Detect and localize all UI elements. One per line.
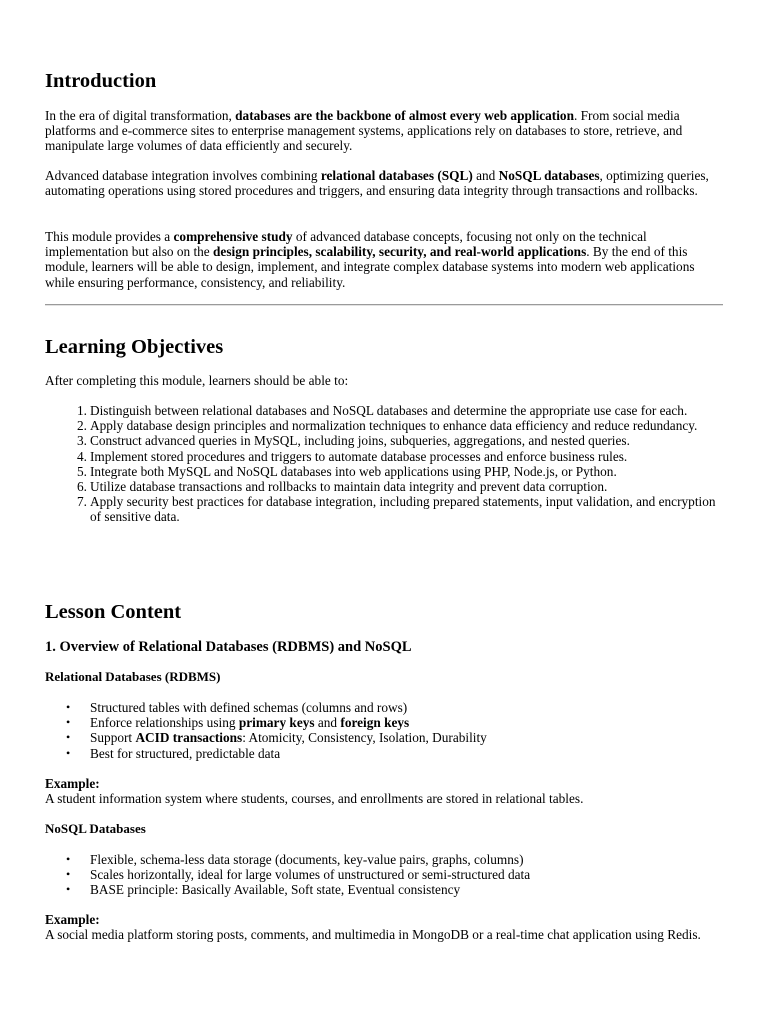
objective-text: Utilize database transactions and rollbacks to maintain data integrity and prevent data corruption. [90,479,608,495]
text-run: of advanced database concepts, focusing not only on the technical implementation but also on the [45,229,647,260]
text-run: In the era of digital transformation, [45,108,236,123]
text-run: Support [90,730,136,746]
bold-text-run: design principles, scalability, security, and real-world applications [213,244,587,260]
objective-text: Distinguish between relational databases and NoSQL databases and determine the appropriate use case for each. [90,403,688,418]
objectives-heading: Learning Objectives [45,336,224,358]
nosql-list [45,852,723,898]
text-run: and [472,168,499,183]
section-1-heading: 1. Overview of Relational Databases (RDBMS) and NoSQL [45,639,412,655]
list-item-text: Flexible, schema-less data storage (documents, key-value pairs, graphs, columns) [90,852,524,867]
objective-text: Construct advanced queries in MySQL, including joins, subqueries, aggregations, and nested queries. [90,433,630,449]
example-text: A student information system where students, courses, and enrollments are stored in relational tables. [45,791,584,807]
list-item [45,715,723,730]
intro-paragraph-2 [45,168,725,198]
intro-paragraph-3 [45,229,725,290]
objectives-list [45,403,723,525]
objective-item [45,494,723,524]
list-item-text: Structured tables with defined schemas (columns and rows) [90,700,408,715]
text-run: . From social media platforms and e-commerce sites to enterprise management systems, applications rely on databases to store, retrieve, and manipulate large volumes of data efficiently and securely. [45,108,683,154]
example-text: A social media platform storing posts, comments, and multimedia in MongoDB or a real-time chat application using Redis. [45,927,701,943]
text-run: , optimizing queries, automating operations using stored procedures and triggers, and ensuring data integrity through transactions and rollbacks. [45,168,709,199]
intro-paragraph-1 [45,108,725,154]
objective-item [45,403,723,418]
list-item [45,882,723,897]
example-label: Example: [45,912,100,927]
rdbms-heading: Relational Databases (RDBMS) [45,669,221,684]
list-item-text: Scales horizontally, ideal for large volumes of unstructured or semi-structured data [90,867,531,883]
list-item [45,730,723,745]
rdbms-example [45,776,725,806]
bold-text-run: foreign keys [340,715,410,731]
text-run: : Atomicity, Consistency, Isolation, Durability [242,730,487,746]
text-run: Enforce relationships using [90,715,239,731]
bold-text-run: primary keys [238,715,315,731]
text-run: . By the end of this module, learners will be able to design, implement, and integrate complex database systems into modern web applications while ensuring performance, consistency, and reliability. [45,244,695,290]
bold-text-run: ACID transactions [135,730,243,746]
list-item [45,852,723,867]
objectives-lead: After completing this module, learners should be able to: [45,373,349,388]
objective-item [45,418,723,433]
objective-text: Apply database design principles and normalization techniques to enhance data efficiency and reduce redundancy. [90,418,698,434]
objective-item [45,479,723,494]
rdbms-list [45,700,723,761]
bold-text-run: NoSQL databases [498,168,600,183]
text-run: Advanced database integration involves combining [45,168,321,183]
objective-text: Apply security best practices for database integration, including prepared statements, input validation, and encryption of sensitive data. [90,494,716,525]
bold-text-run: relational databases (SQL) [320,168,473,183]
text-run: and [314,715,341,731]
bold-text-run: comprehensive study [173,229,293,244]
objective-item [45,464,723,479]
intro-heading: Introduction [45,70,157,92]
objective-item [45,433,723,448]
section-divider [45,304,723,306]
example-label: Example: [45,776,100,791]
nosql-example [45,912,725,942]
objective-text: Integrate both MySQL and NoSQL databases into web applications using PHP, Node.js, or Python. [90,463,617,479]
list-item [45,700,723,715]
list-item [45,746,723,761]
objective-text: Implement stored procedures and triggers to automate database processes and enforce business rules. [90,448,628,464]
text-run: This module provides a [45,229,174,244]
lesson-heading: Lesson Content [45,601,182,623]
list-item [45,867,723,882]
list-item-text: BASE principle: Basically Available, Soft state, Eventual consistency [90,882,461,898]
bold-text-run: databases are the backbone of almost every web application [235,108,574,123]
nosql-heading: NoSQL Databases [45,821,146,836]
objective-item [45,449,723,464]
list-item-text: Best for structured, predictable data [90,745,281,761]
